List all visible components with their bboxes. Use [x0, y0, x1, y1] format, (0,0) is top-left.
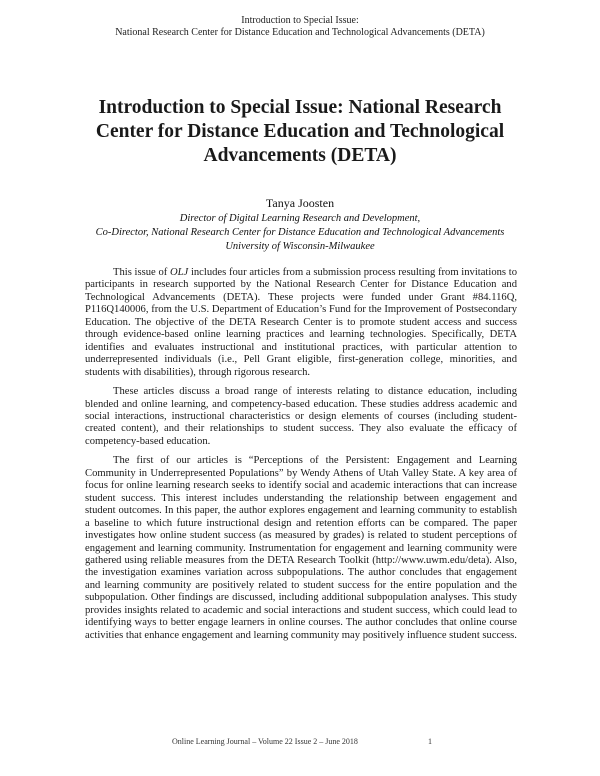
running-head: [0, 15, 600, 39]
author-name: Tanya Joosten: [265, 196, 335, 210]
author-university: University of Wisconsin-Milwaukee: [225, 241, 375, 252]
article-title: Introduction to Special Issue: National Research Center for Distance Education and Technological Advancements (DETA): [95, 97, 505, 166]
footer-journal: Online Learning Journal – Volume 22 Issue 2 – June 2018: [172, 737, 358, 746]
running-head-line-1: Introduction to Special Issue:: [241, 15, 359, 26]
article-body: [85, 267, 517, 649]
paragraph-2: These articles discuss a broad range of interests relating to distance education, including blended and online learning, and competency-based education. These studies address academic and social interactions, instructional characteristics or design elements of courses (including student-created content), and their relationships to student success. They also evaluate the efficacy of competency-based education.: [85, 386, 517, 447]
author-codirector: Co-Director, National Research Center for Distance Education and Technological Advancements: [95, 227, 505, 238]
paragraph-1-intro: This issue of: [113, 267, 170, 278]
journal-abbrev: OLJ: [169, 267, 189, 278]
running-head-line-2: National Research Center for Distance Education and Technological Advancements (DETA): [115, 27, 485, 38]
author-role: Director of Digital Learning Research and Development,: [179, 213, 421, 224]
paragraph-1: [85, 267, 517, 379]
page-number: 1: [428, 737, 432, 746]
paragraph-1-text: includes four articles from a submission process resulting from invitations to participants in research supported by the National Research Center for Distance Education and Technological Advancements (DETA). These projects were funded under Grant #84.116Q, P116Q140006, from the U.S. Department of Education’s Fund for the Improvement of Postsecondary Education. The objective of the DETA Research Center is to promote student access and success through evidence-based online learning practices and learning technologies. Specifically, DETA identifies and evaluates instructional and institutional practices, with particular attention to underrepresented individuals (i.e., Pell Grant eligible, first-generation college, minorities, and students with disabilities), through rigorous research.: [85, 267, 517, 378]
paragraph-3: The first of our articles is “Perceptions of the Persistent: Engagement and Learning Community in Underrepresented Populations” by Wendy Athens of Utah Valley State. A key area of focus for online learning research seeks to identify social and academic interactions that can increase student success. This interest includes understanding the relationship between engagement and student outcomes. In this paper, the author explores engagement and learning community to establish a baseline to which future instructional design and retention efforts can be compared. The paper investigates how online student success (as measured by grades) is related to student perceptions of engagement and learning community. Instrumentation for engagement and learning community were gathered using reliable measures from the DETA Research Toolkit (http://www.uwm.edu/deta). Also, the investigation examines variation across subpopulations. The author concludes that engagement and learning community are positively related to student success for the entire population and the subpopulation. Other findings are discussed, including additional subpopulation analyses. This study provides insights related to academic and social interactions and student success, which could lead to identifying ways to better engage learners in online courses. The author concludes that online course activities that enhance engagement and learning community may positively influence student success.: [85, 455, 517, 641]
